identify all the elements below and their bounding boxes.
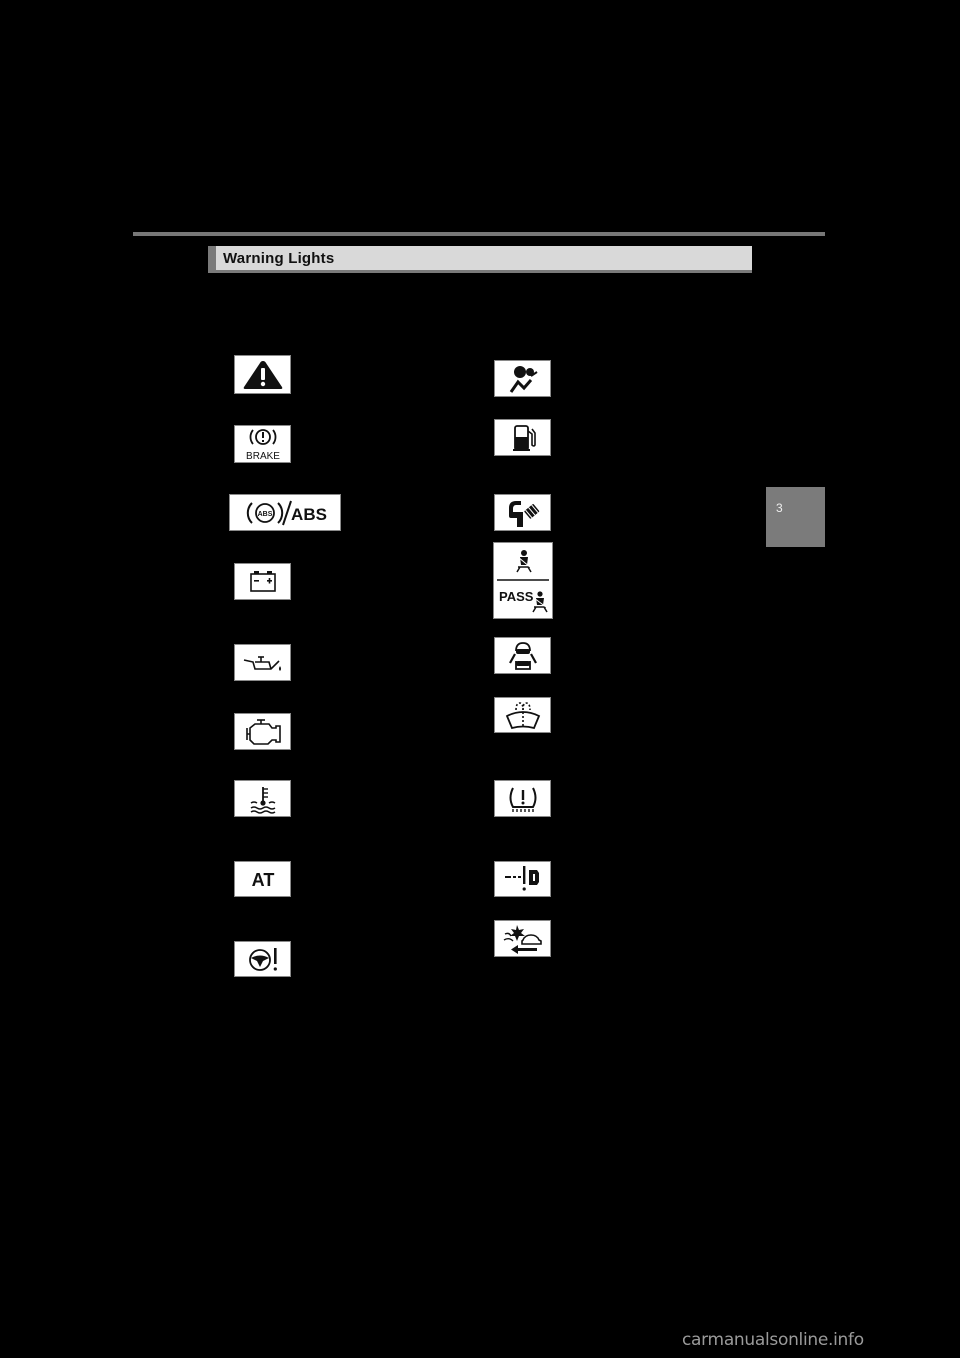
- brake-system-warning-icon: [234, 425, 291, 463]
- srs-airbag-warning-icon: [494, 360, 551, 397]
- charging-system-warning-icon: [234, 563, 291, 600]
- svg-text:AT: AT: [251, 870, 274, 890]
- seatbelt-person-icon-small: [533, 591, 547, 612]
- pre-collision-warning-icon: [494, 920, 551, 957]
- tire-pressure-warning-icon: [494, 780, 551, 817]
- low-oil-pressure-warning-icon: [234, 644, 291, 681]
- master-warning-icon: [234, 355, 291, 394]
- watermark: carmanualsonline.info: [682, 1330, 864, 1350]
- passenger-seatbelt-reminder-icon: [493, 542, 553, 619]
- abs-warning-icon: [229, 494, 341, 531]
- chapter-number: 3: [776, 501, 783, 515]
- seatbelt-person-icon: [517, 550, 531, 572]
- open-door-warning-icon: [494, 637, 551, 674]
- section-title: Warning Lights: [223, 250, 335, 267]
- low-fuel-warning-icon: [494, 419, 551, 456]
- low-washer-fluid-warning-icon: [494, 697, 551, 733]
- svg-text:ABS: ABS: [257, 510, 273, 518]
- power-steering-warning-icon: [234, 941, 291, 977]
- svg-text:ABS: ABS: [291, 504, 327, 524]
- section-header-accent: [208, 246, 216, 270]
- transmission-warning-icon: [234, 861, 291, 897]
- svg-text:PASS: PASS: [499, 589, 534, 604]
- chapter-tab[interactable]: [766, 487, 825, 547]
- top-rule: [133, 232, 825, 236]
- driver-seatbelt-reminder-icon: [494, 494, 551, 531]
- section-header: [208, 246, 752, 273]
- smart-key-system-indicator-icon: [494, 861, 551, 897]
- svg-text:BRAKE: BRAKE: [245, 451, 280, 462]
- malfunction-indicator-icon: [234, 713, 291, 750]
- high-coolant-temperature-warning-icon: [234, 780, 291, 817]
